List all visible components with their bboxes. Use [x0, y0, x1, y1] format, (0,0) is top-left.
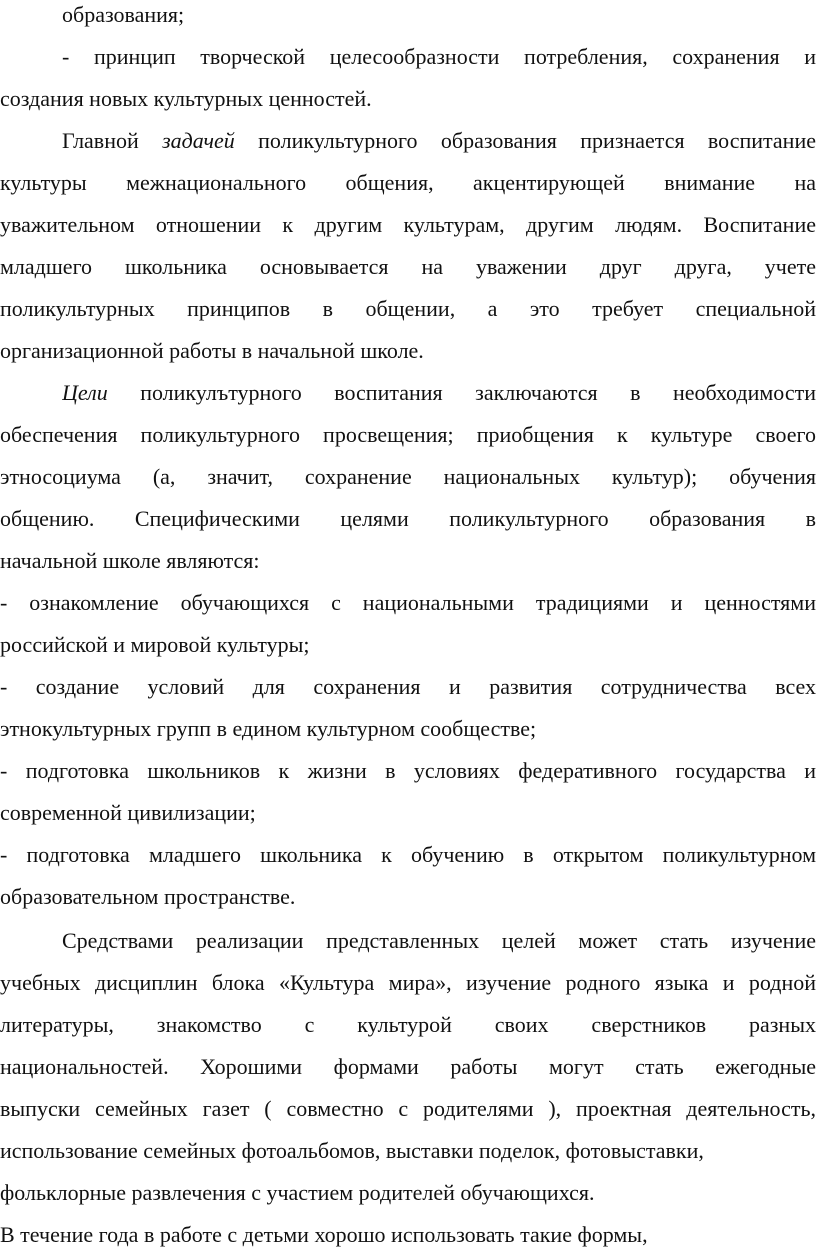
text-line: В течение года в работе с детьми хорошо использовать такие формы, — [0, 1222, 648, 1247]
text-line: обеспечения поликультурного просвещения; приобщения к культуре своего — [0, 422, 816, 447]
text-run: поликультурного образования признается воспитание — [234, 128, 816, 153]
text-run: Главной — [62, 128, 163, 153]
text-run: поликулътурного воспитания заключаются в необходимости — [107, 380, 816, 405]
text-line: уважительном отношении к другим культурам, другим людям. Воспитание — [0, 212, 816, 237]
text-line: выпуски семейных газет ( совместно с родителями ), проектная деятельность, — [0, 1096, 816, 1121]
text-line: национальностей. Хорошими формами работы могут стать ежегодные — [0, 1054, 816, 1079]
list-item-line: - подготовка школьников к жизни в условиях федеративного государства и — [0, 758, 816, 783]
list-item-line: - подготовка младшего школьника к обучению в открытом поликультурном — [0, 842, 816, 867]
text-line: организационной работы в начальной школе. — [0, 338, 424, 363]
text-line: фольклорные развлечения с участием родителей обучающихся. — [0, 1180, 595, 1205]
emphasis-tseli: Цели — [62, 380, 108, 405]
text-line: - принцип творческой целесообразности потребления, сохранения и — [62, 44, 816, 69]
text-line: этнокультурных групп в едином культурном сообществе; — [0, 716, 537, 741]
paragraph-first-line — [62, 372, 816, 414]
text-line: младшего школьника основывается на уважении друг друга, учете — [0, 254, 816, 279]
paragraph-first-line — [62, 120, 816, 162]
text-line: поликультурных принципов в общении, а это требует специальной — [0, 296, 816, 321]
text-line: современной цивилизации; — [0, 800, 256, 825]
list-item-line: - ознакомление обучающихся с национальными традициями и ценностями — [0, 590, 816, 615]
emphasis-zadachey: задачей — [162, 128, 235, 153]
text-line: образования; — [62, 2, 185, 27]
text-line: культуры межнационального общения, акцентирующей внимание на — [0, 170, 816, 195]
text-line: общению. Специфическими целями поликультурного образования в — [0, 506, 816, 531]
text-line: образовательном пространстве. — [0, 884, 296, 909]
text-line: российской и мировой культуры; — [0, 632, 310, 657]
text-line: использование семейных фотоальбомов, выставки поделок, фотовыставки, — [0, 1138, 704, 1163]
list-item-line: - создание условий для сохранения и развития сотрудничества всех — [0, 674, 816, 699]
text-line: учебных дисциплин блока «Культура мира», изучение родного языка и родной — [0, 970, 816, 995]
text-line: литературы, знакомство с культурой своих сверстников разных — [0, 1012, 816, 1037]
text-line: этносоциума (а, значит, сохранение национальных культур); обучения — [0, 464, 816, 489]
text-line: создания новых культурных ценностей. — [0, 86, 372, 111]
text-line: начальной школе являются: — [0, 548, 260, 573]
paragraph-first-line: Средствами реализации представленных целей может стать изучение — [62, 928, 816, 953]
